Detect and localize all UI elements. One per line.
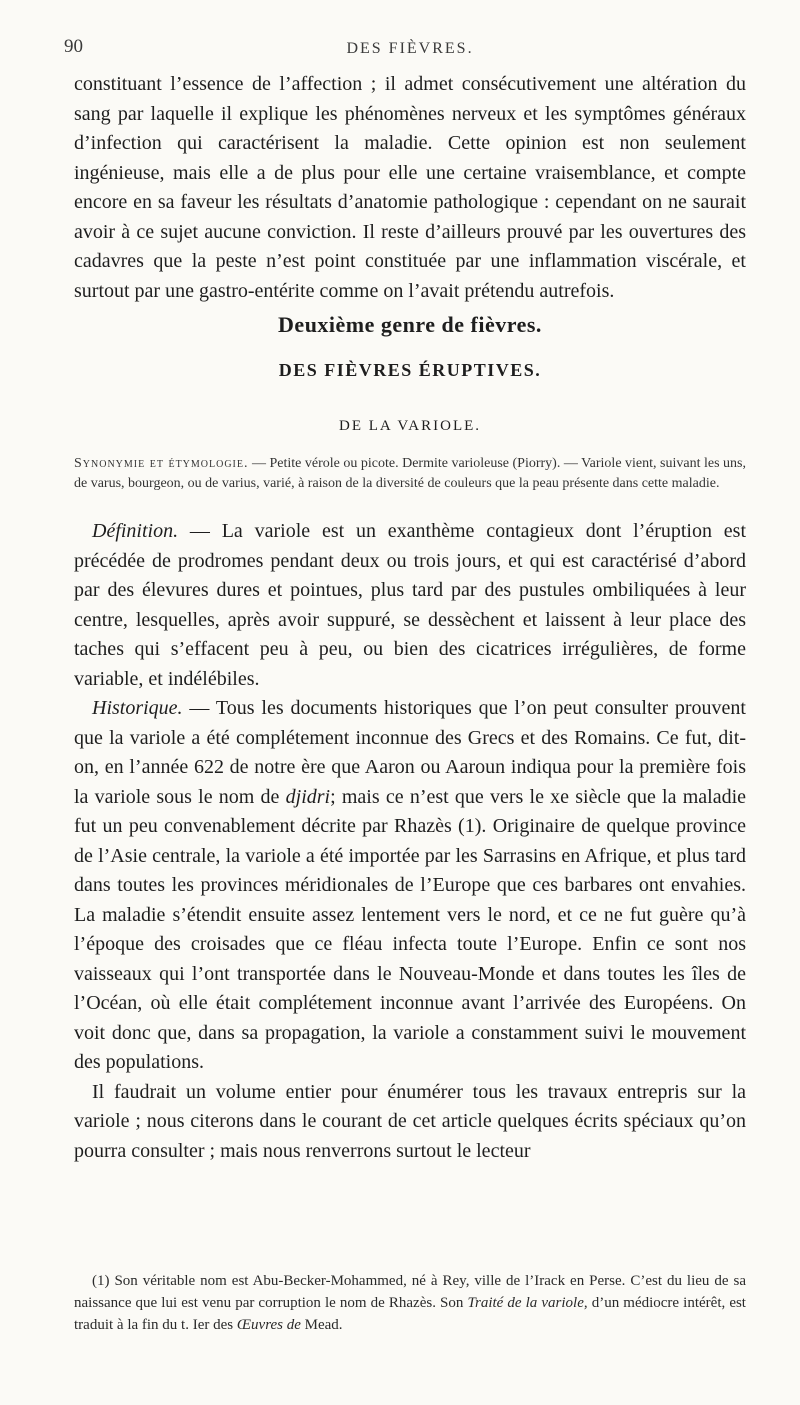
page-number: 90 — [64, 36, 83, 57]
intro-paragraph: constituant l’essence de l’affection ; il admet consécutivement une altération du sang par laquelle il explique les phénomènes nerveux et les symptômes généraux d’infection qui caractérisent la maladie. Cette opinion est non seulement ingénieuse, mais elle a de plus pour elle une certaine vraisemblance, et compte encore en sa faveur les résultats d’anatomie pathologique : cependant on ne saurait avoir à ce sujet aucune conviction. Il reste d’ailleurs prouvé par les ouvertures des cadavres que la peste n’est point constituée par une inflammation viscérale, et surtout par une gastro-entérite comme on l’avait prétendu autrefois. — [74, 73, 746, 302]
definition-label: Définition. — [92, 520, 179, 542]
main-text — [74, 517, 746, 1166]
historique-paragraph — [74, 694, 746, 1078]
section-heading: DES FIÈVRES ÉRUPTIVES. — [278, 360, 542, 380]
historique-text-after: ; mais ce n’est que vers le xe siècle que la maladie fut un peu convenablement décrite par Rhazès (1). Originaire de quelque province de l’Asie centrale, la variole a été importée par les Sarrasins en Afrique, et plus tard dans toutes les provinces méridionales de l’Europe que ces barbares ont envahies. La maladie s’étendit ensuite assez lentement vers le nord, et ce ne fut guère qu’à l’époque des croisades que ce fléau infecta toute l’Europe. Enfin ce sont nos vaisseaux qui l’ont transportée dans le Nouveau-Monde et dans toutes les îles de l’Océan, où elle était complétement inconnue avant l’arrivée des Européens. On voit donc que, dans sa propagation, la variole a constamment suivi le mouvement des populations. — [74, 785, 747, 1073]
running-title: DES FIÈVRES. — [346, 40, 474, 57]
synonymy-paragraph — [74, 454, 746, 494]
footnote-work-title: Traité de la variole — [467, 1295, 584, 1311]
definition-text: — La variole est un exanthème contagieux dont l’éruption est précédée de prodromes pendant deux ou trois jours, et qui est caractérisé d’abord par des élevures dures et pointues, plus tard par des pustules ombiliquées à leur centre, lesquelles, après avoir suppuré, se dessèchent et laissent à leur place des taches qui s’effacent peu à peu, ou bien des cicatrices irrégulières, de forme variable, et indélébiles. — [74, 520, 746, 690]
footnote-text-after: Mead. — [300, 1317, 343, 1333]
running-head — [64, 36, 746, 66]
historique-label: Historique. — [92, 697, 183, 719]
synonymy-text: — Petite vérole ou picote. Dermite varioleuse (Piorry). — Variole vient, suivant les uns, de varus, bourgeon, ou de varius, varié, à raison de la diversité de couleurs que la peau présente dans cette maladie. — [74, 456, 746, 491]
book-page — [64, 0, 747, 1405]
footnote-collection-title: Œuvres de — [236, 1317, 301, 1333]
historique-term: djidri — [285, 785, 331, 808]
definition-paragraph — [74, 517, 746, 694]
genre-heading: Deuxième genre de fièvres. — [278, 312, 542, 337]
synonymy-label: Synonymie et étymologie. — [74, 456, 249, 471]
footnote — [74, 1270, 746, 1336]
closing-paragraph: Il faudrait un volume entier pour énumérer tous les travaux entrepris sur la variole ; nous citerons dans le courant de cet article quelques écrits spéciaux qu’on pourra consulter ; mais nous renverrons surtout le lecteur — [74, 1080, 746, 1162]
historique-text-before: — Tous les documents historiques que l’on peut consulter prouvent que la variole a été complétement inconnue des Grecs et des Romains. Ce fut, dit-on, en l’année 622 de notre ère que Aaron ou Aaroun indiqua pour la première fois la variole sous le nom de — [74, 697, 746, 808]
intro-section — [74, 70, 746, 306]
footnote-text-before: (1) Son véritable nom est Abu-Becker-Mohammed, né à Rey, ville de l’Irack en Perse. C’est du lieu de sa naissance que lui est venu par corruption le nom de Rhazès. Son — [74, 1273, 746, 1311]
footnote-text-middle: , d’un médiocre intérêt, est traduit à la fin du t. Ier des — [74, 1295, 746, 1333]
sub-heading: DE LA VARIOLE. — [338, 418, 482, 434]
